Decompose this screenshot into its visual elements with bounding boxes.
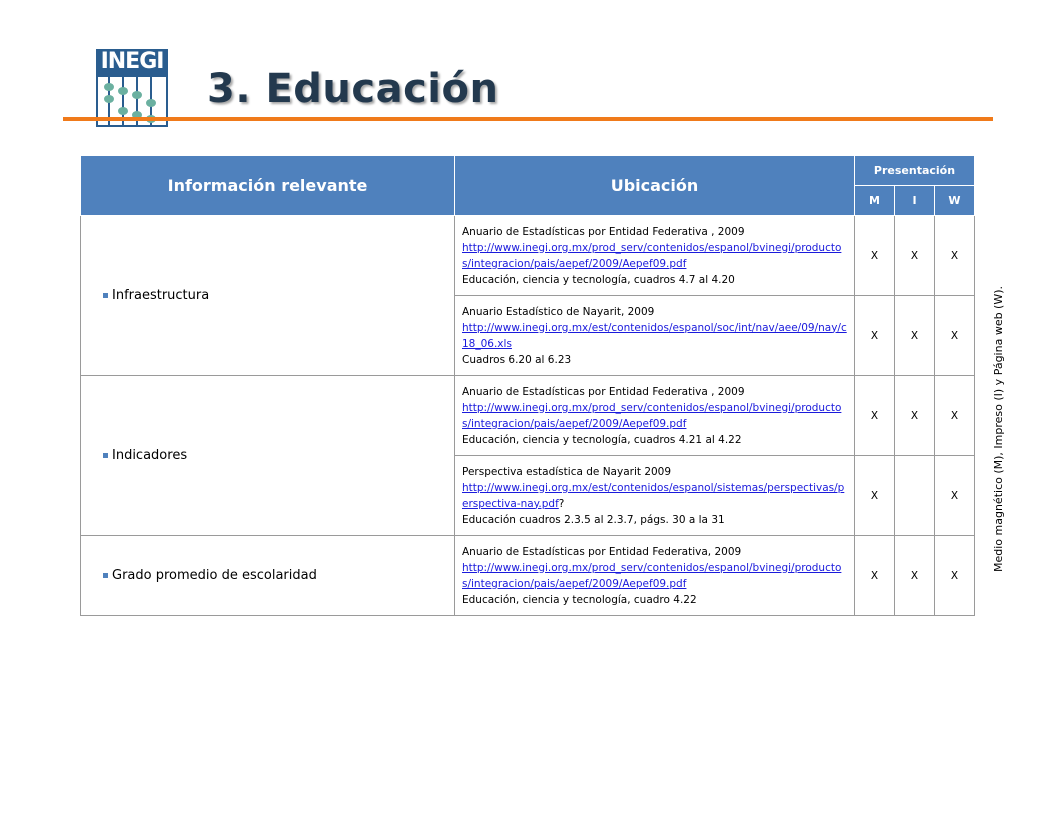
header-w: W	[935, 186, 975, 216]
source-link[interactable]: http://www.inegi.org.mx/prod_serv/contenidos/espanol/bvinegi/productos/integracion/pais/aepef/2009/Aepef09.pdf	[462, 561, 842, 590]
location-cell	[455, 296, 855, 376]
mark-w: X	[935, 296, 975, 376]
table-row	[81, 536, 975, 616]
category-cell	[81, 536, 455, 616]
link-suffix: ?	[558, 497, 565, 510]
header-info: Información relevante	[81, 156, 455, 216]
category-cell	[81, 216, 455, 376]
mark-i: X	[895, 536, 935, 616]
category-label: Indicadores	[112, 448, 188, 463]
source-link[interactable]: http://www.inegi.org.mx/prod_serv/contenidos/espanol/bvinegi/productos/integracion/pais/aepef/2009/Aepef09.pdf	[462, 401, 842, 430]
location-cell	[455, 216, 855, 296]
bullet-icon	[103, 453, 108, 458]
mark-m: X	[855, 456, 895, 536]
mark-m: X	[855, 296, 895, 376]
source-link[interactable]: http://www.inegi.org.mx/prod_serv/contenidos/espanol/bvinegi/productos/integracion/pais/aepef/2009/Aepef09.pdf	[462, 241, 842, 270]
source-title: Perspectiva estadística de Nayarit 2009	[462, 465, 672, 478]
header-presentation: Presentación	[855, 156, 975, 186]
header-divider	[63, 117, 993, 121]
mark-w: X	[935, 536, 975, 616]
mark-w: X	[935, 376, 975, 456]
source-detail: Educación cuadros 2.3.5 al 2.3.7, págs. 30 a la 31	[462, 513, 725, 526]
education-table	[80, 155, 975, 616]
source-link[interactable]: http://www.inegi.org.mx/est/contenidos/espanol/soc/int/nav/aee/09/nay/c18_06.xls	[462, 321, 847, 350]
source-detail: Educación, ciencia y tecnología, cuadros 4.21 al 4.22	[462, 433, 742, 446]
mark-i: X	[895, 216, 935, 296]
category-label: Infraestructura	[112, 288, 210, 303]
inegi-logo	[96, 49, 168, 127]
bullet-icon	[103, 573, 108, 578]
source-title: Anuario Estadístico de Nayarit, 2009	[462, 305, 655, 318]
mark-w: X	[935, 216, 975, 296]
location-cell	[455, 536, 855, 616]
table-row	[81, 376, 975, 456]
header-m: M	[855, 186, 895, 216]
mark-m: X	[855, 216, 895, 296]
mark-m: X	[855, 376, 895, 456]
source-link[interactable]: http://www.inegi.org.mx/est/contenidos/espanol/sistemas/perspectivas/perspectiva-nay.pdf	[462, 481, 845, 510]
location-cell	[455, 376, 855, 456]
page-title: 3. Educación	[207, 66, 499, 112]
source-detail: Cuadros 6.20 al 6.23	[462, 353, 572, 366]
source-title: Anuario de Estadísticas por Entidad Federativa, 2009	[462, 545, 742, 558]
mark-i: X	[895, 376, 935, 456]
category-label: Grado promedio de escolaridad	[112, 568, 317, 583]
location-cell	[455, 456, 855, 536]
source-detail: Educación, ciencia y tecnología, cuadro 4.22	[462, 593, 697, 606]
source-title: Anuario de Estadísticas por Entidad Federativa , 2009	[462, 385, 745, 398]
mark-i	[895, 456, 935, 536]
presentation-legend: Medio magnético (M), Impreso (I) y Página web (W).	[992, 285, 1005, 572]
logo-wordmark: INEGI	[96, 49, 168, 75]
table-row	[81, 216, 975, 296]
category-cell	[81, 376, 455, 536]
bullet-icon	[103, 293, 108, 298]
header-i: I	[895, 186, 935, 216]
source-title: Anuario de Estadísticas por Entidad Federativa , 2009	[462, 225, 745, 238]
mark-m: X	[855, 536, 895, 616]
source-detail: Educación, ciencia y tecnología, cuadros 4.7 al 4.20	[462, 273, 735, 286]
mark-w: X	[935, 456, 975, 536]
mark-i: X	[895, 296, 935, 376]
header-location: Ubicación	[455, 156, 855, 216]
